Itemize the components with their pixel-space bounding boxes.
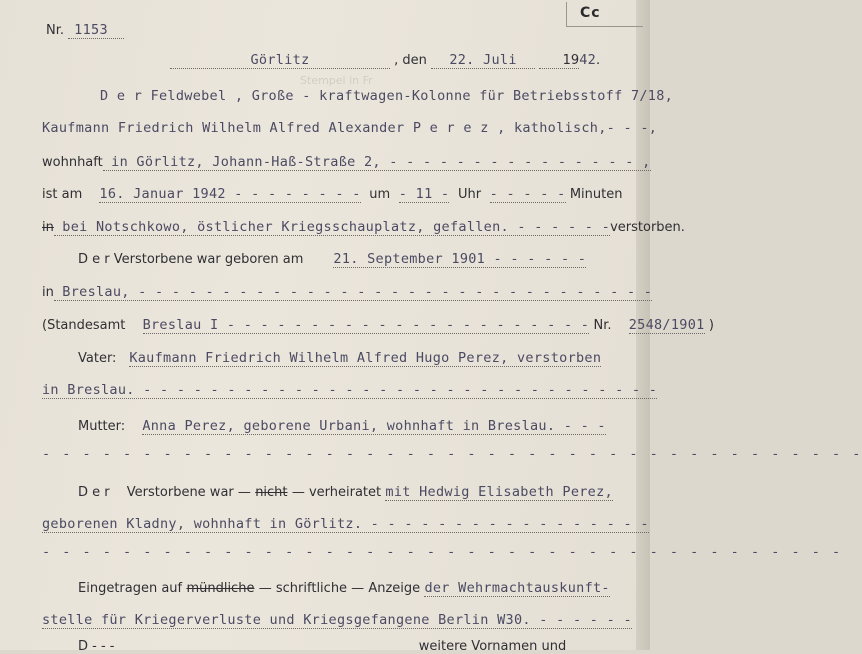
label-minuten: Minuten	[569, 187, 623, 202]
year: 42	[579, 52, 597, 68]
line-birth-place	[42, 284, 652, 300]
struck-muendliche: mündliche	[186, 581, 255, 596]
label-in: in	[42, 220, 54, 235]
cutoff-tail: weitere Vornamen und	[418, 639, 567, 654]
year-prefix: 19	[539, 53, 579, 69]
dash-line-2: - - - - - - - - - - - - - - - - - - - - - - - - - - - - - - - - - - - - - - - -	[42, 544, 843, 560]
label-ist-am: ist am	[42, 187, 83, 202]
birth-date: 21. September 1901 - - - - - -	[333, 251, 587, 267]
line-residence	[42, 154, 651, 170]
label-wohnhaft: wohnhaft	[42, 155, 103, 170]
residence: in Görlitz, Johann-Haß-Straße 2, - - - - - - - - - - - - - - - ,	[102, 154, 651, 170]
father: Kaufmann Friedrich Wilhelm Alfred Hugo Perez, verstorben	[129, 350, 602, 366]
label-vater: Vater:	[78, 351, 117, 366]
corner-box	[566, 2, 643, 27]
registry-number: 2548/1901	[628, 317, 705, 333]
date: 22. Juli	[431, 52, 535, 69]
line-spouse-cont: geborenen Kladny, wohnhaft in Görlitz. - - - - - - - - - - - - - - - - -	[42, 516, 649, 532]
label-verstorben: verstorben.	[610, 220, 685, 235]
place: Görlitz	[170, 52, 390, 69]
nr-label: Nr.	[46, 23, 65, 38]
death-date: 16. Januar 1942 - - - - - - - -	[99, 186, 361, 202]
label-um: um	[369, 187, 391, 202]
label-anzeige: — schriftliche — Anzeige	[258, 581, 421, 596]
label-in: in	[42, 285, 54, 300]
label-der: D e r	[78, 485, 110, 500]
line-mother	[78, 418, 606, 434]
line-marital	[78, 484, 613, 500]
line-informant-cont: stelle für Kriegerverluste und Kriegsgefangene Berlin W30. - - - - - -	[42, 612, 632, 628]
line-death-date	[42, 186, 622, 202]
line-father	[78, 350, 601, 366]
place-date-line: Görlitz , den 22. Juli 1942.	[170, 52, 600, 69]
mother: Anna Perez, geborene Urbani, wohnhaft in Breslau. - - -	[142, 418, 606, 434]
corner-code: Cc	[580, 5, 601, 21]
line-cutoff	[78, 638, 566, 654]
closing-paren: )	[708, 318, 714, 333]
label-nr: Nr.	[593, 318, 612, 333]
line-rank-unit: D e r Feldwebel , Große - kraftwagen-Kolonne für Betriebsstoff 7/18,	[100, 88, 674, 104]
den-label: , den	[394, 53, 427, 68]
line-birth-date	[78, 251, 586, 267]
record-number: 1153	[68, 22, 124, 39]
line-registration	[78, 580, 610, 596]
line-registry-office	[42, 317, 714, 333]
label-uhr: Uhr	[457, 187, 482, 202]
record-number-line	[46, 22, 124, 39]
informant: der Wehrmachtauskunft-	[424, 580, 610, 596]
line-name: Kaufmann Friedrich Wilhelm Alfred Alexander P e r e z , katholisch,- - -,	[42, 120, 658, 136]
label-verstorbene-war: Verstorbene war —	[126, 485, 251, 500]
death-place: bei Notschkowo, östlicher Kriegsschauplatz, gefallen. - - - - - -	[53, 219, 611, 235]
label-geboren-am: D e r Verstorbene war geboren am	[78, 252, 304, 267]
registry-office: Breslau I - - - - - - - - - - - - - - - - - - - - - -	[142, 317, 590, 333]
label-mutter: Mutter:	[78, 419, 126, 434]
bleed-through-text: Stempel in Fr	[300, 74, 373, 87]
line-father-cont: in Breslau. - - - - - - - - - - - - - - - - - - - - - - - - - - - - - - -	[42, 382, 658, 398]
spouse: mit Hedwig Elisabeth Perez,	[385, 484, 613, 500]
birth-place: Breslau, - - - - - - - - - - - - - - - - - - - - - - - - - - - - - - -	[53, 284, 653, 300]
label-standesamt: (Standesamt	[42, 318, 126, 333]
dash-line-1: - - - - - - - - - - - - - - - - - - - - - - - - - - - - - - - - - - - - - - - - -	[42, 446, 862, 462]
line-death-place	[42, 219, 685, 235]
struck-nicht: nicht	[255, 485, 288, 500]
label-verheiratet: — verheiratet	[291, 485, 382, 500]
death-minutes: - - - - -	[489, 186, 566, 202]
cutoff-start: D - - -	[78, 639, 115, 654]
death-hour: - 11 -	[398, 186, 450, 202]
label-eingetragen-auf: Eingetragen auf	[78, 581, 183, 596]
